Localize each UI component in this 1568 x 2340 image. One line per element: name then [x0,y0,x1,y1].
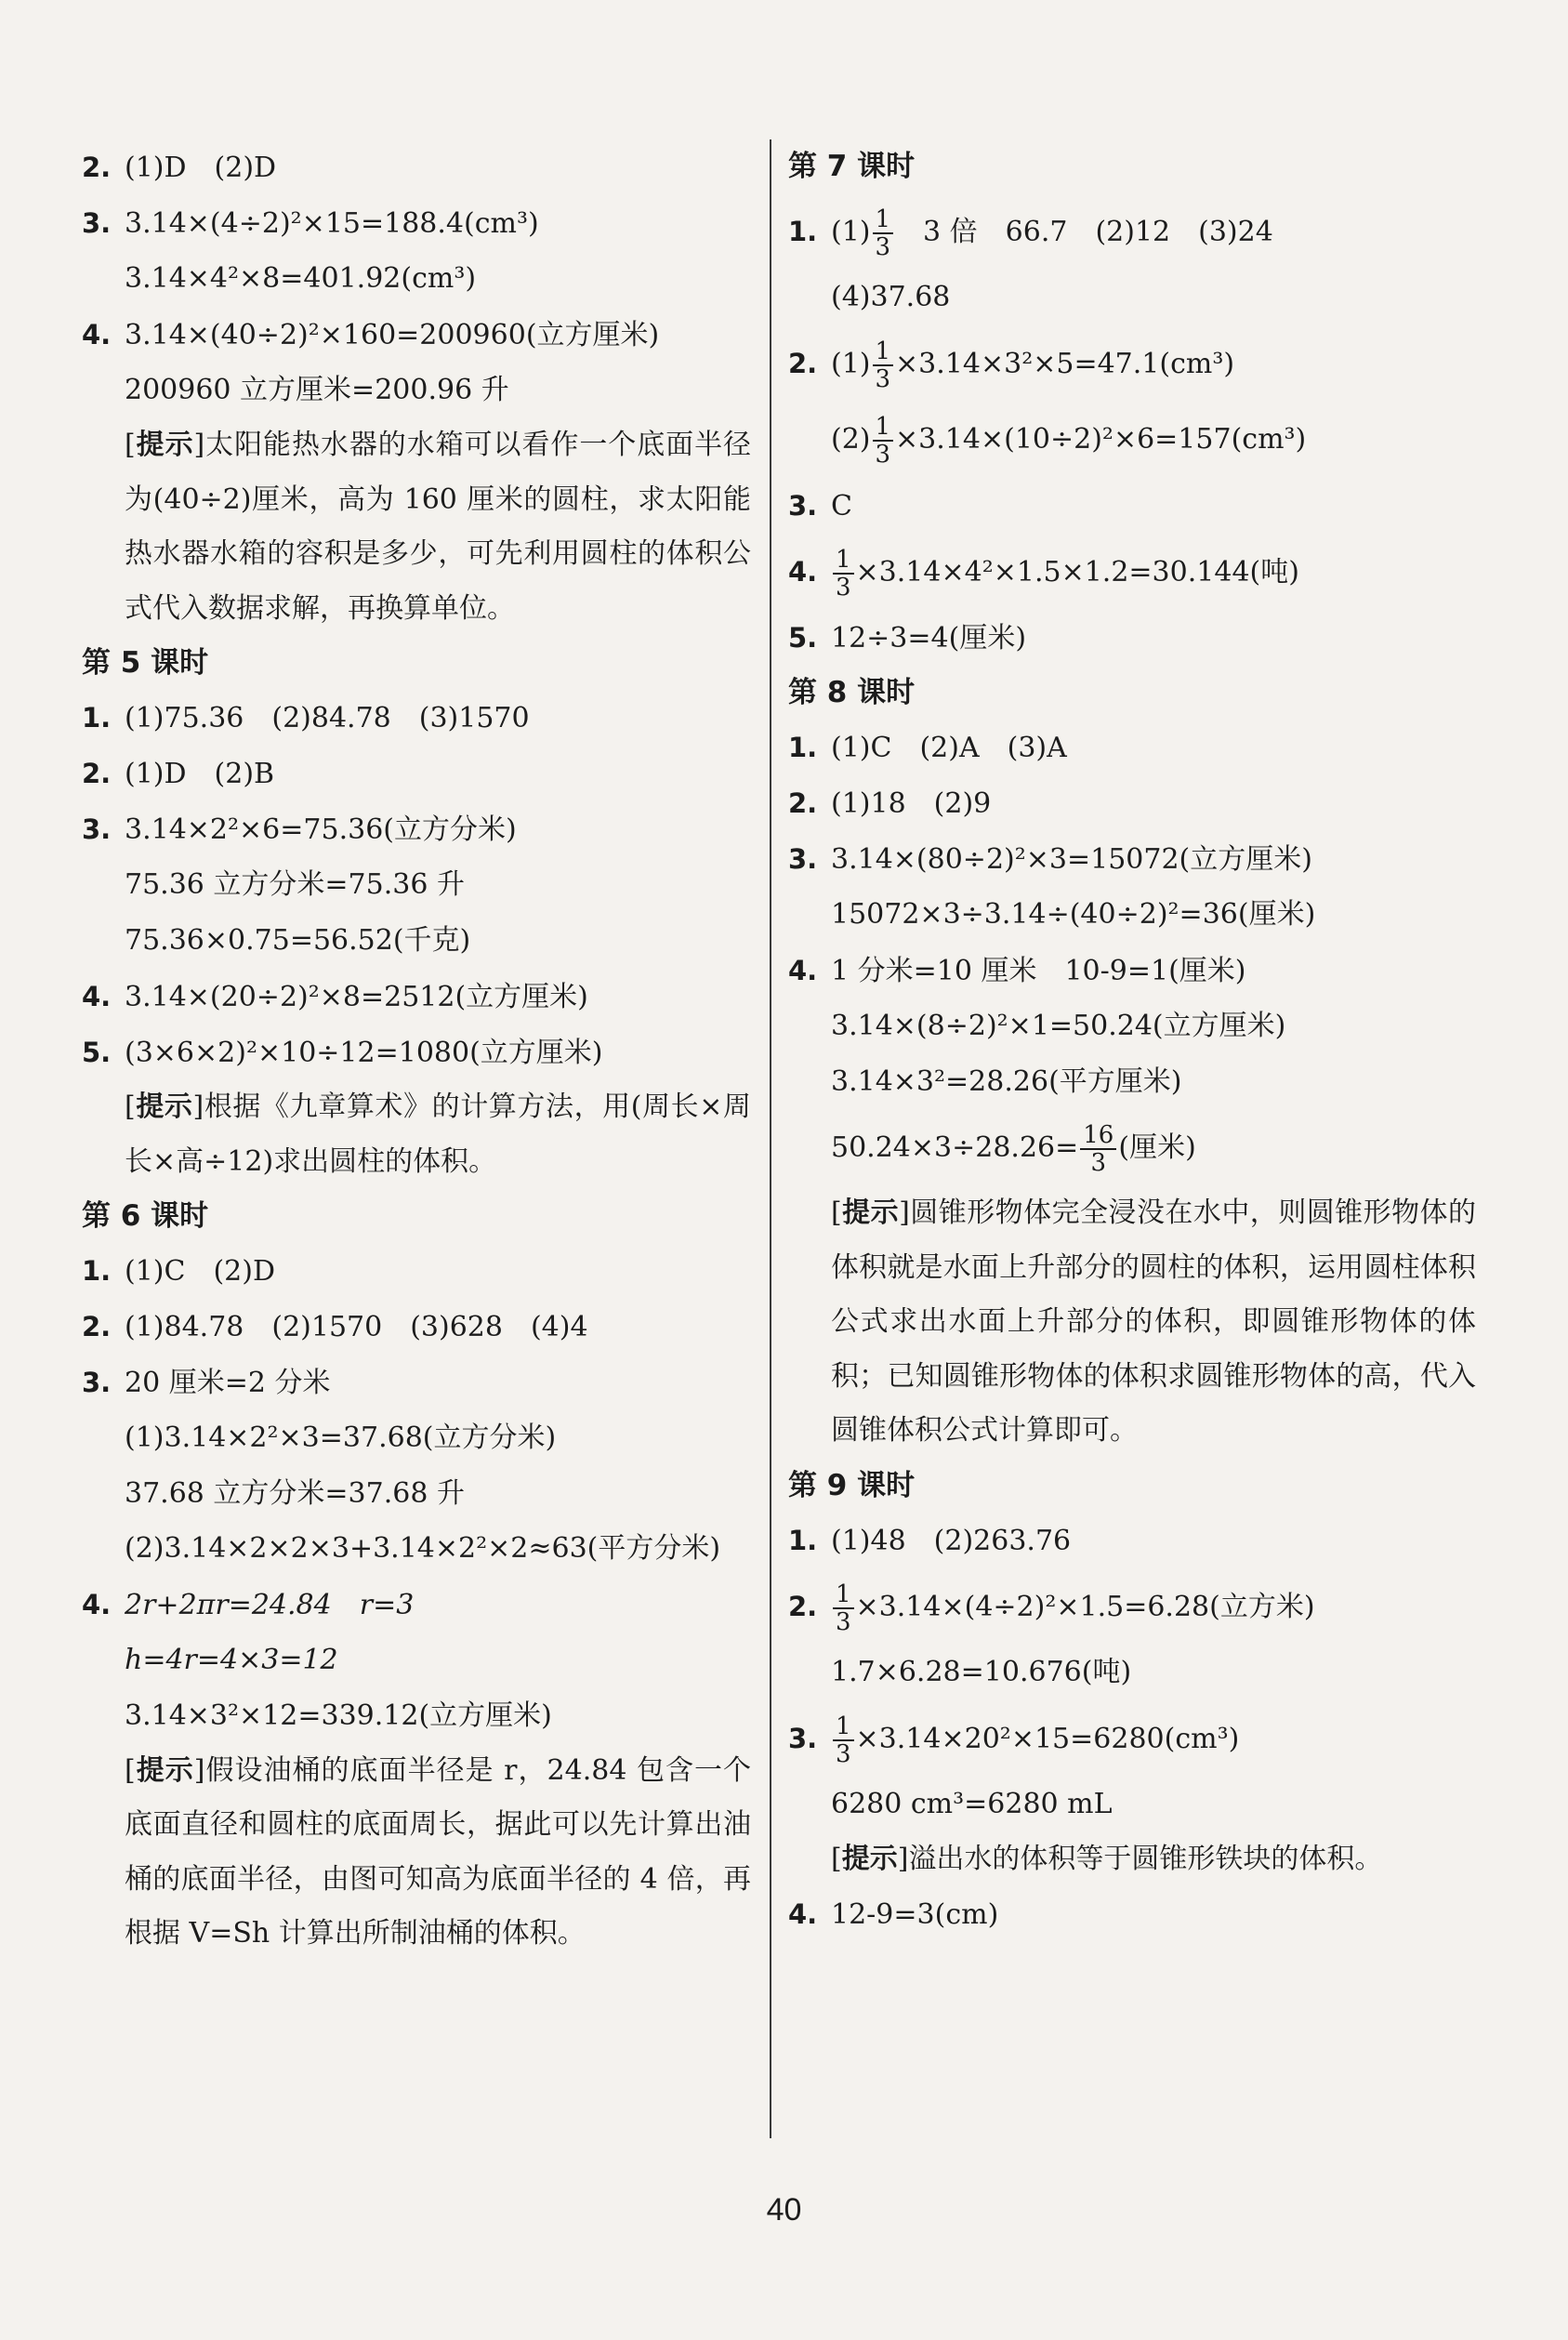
answer-line: 3. 3.14×(4÷2)²×15=188.4(cm³) [82,207,539,240]
answer-line: 1. (1)C (2)A (3)A [788,732,1067,764]
hint-paragraph: [提示]溢出水的体积等于圆锥形铁块的体积。 [831,1842,1383,1875]
answer-line: 3. 3.14×(80÷2)²×3=15072(立方厘米) [788,843,1312,876]
hint-paragraph: [提示]圆锥形物体完全浸没在水中，则圆锥形物体的体积就是水面上升部分的圆柱的体积，运用圆柱体积公式求出水面上升部分的体积，即圆锥形物体的体积；已知圆锥形物体的体积求圆锥形物体的高，代入圆锥体积公式计算即可。 [831,1196,1477,1447]
answer-line: 4. 3.14×(40÷2)²×160=200960(立方厘米) [82,319,660,351]
answer-line: 2. (1) $\frac{1}{3}$ ×3.14×3²×5=47.1(cm³) [788,337,1235,393]
answer-line: 1. (1) $\frac{1}{3}$ 3 倍 66.7 (2)12 (3)24 [788,205,1273,261]
answer-line: 3. 20 厘米=2 分米 [82,1367,331,1399]
answer-line: (4)37.68 [831,281,951,313]
answer-line: 1. (1)48 (2)263.76 [788,1524,1072,1557]
section-heading-lesson-8: 第 8 课时 [788,676,916,709]
answer-line: 4. 1 分米=10 厘米 10-9=1(厘米) [788,955,1246,987]
answer-line-wrapped: (2)3.14×2×2×3+3.14×2²×2≈63(平方分米) [125,1532,721,1565]
answer-line: 3. C [788,490,852,522]
right-column [788,139,1476,1942]
column-divider [770,139,771,2138]
fraction: $\frac{1}{3}$ [873,414,894,468]
answer-line: 5. (3×6×2)²×10÷12=1080(立方厘米) [82,1037,603,1069]
fraction: $\frac{1}{3}$ [833,547,854,601]
answer-line: 4. 3.14×(20÷2)²×8=2512(立方厘米) [82,981,588,1013]
answer-line: 6280 cm³=6280 mL [831,1787,1113,1820]
answer-line: 37.68 立方分米=37.68 升 [125,1477,465,1510]
answer-line: (2) $\frac{1}{3}$ ×3.14×(10÷2)²×6=157(cm³) [831,413,1307,469]
answer-line: 15072×3÷3.14÷(40÷2)²=36(厘米) [831,898,1316,931]
hint-paragraph: [提示]根据《九章算术》的计算方法，用(周长×周长×高÷12)求出圆柱的体积。 [125,1091,752,1178]
answer-line: 1. (1)C (2)D [82,1255,275,1288]
answer-line: 75.36 立方分米=75.36 升 [125,868,465,901]
left-column [82,139,751,1962]
answer-line: 200960 立方厘米=200.96 升 [125,374,509,406]
answer-line: 3. $\frac{1}{3}$ ×3.14×20²×15=6280(cm³) [788,1712,1240,1768]
fraction: $\frac{1}{3}$ [833,1713,854,1767]
answer-line: 4. 12-9=3(cm) [788,1898,999,1931]
fraction: $\frac{1}{3}$ [873,338,894,392]
answer-line: 3. 3.14×2²×6=75.36(立方分米) [82,813,517,846]
answer-line: 1. (1)75.36 (2)84.78 (3)1570 [82,702,530,734]
answer-line: 3.14×4²×8=401.92(cm³) [125,262,477,295]
answer-line: 4. $\frac{1}{3}$ ×3.14×4²×1.5×1.2=30.144(吨) [788,546,1299,602]
answer-line: (1)3.14×2²×3=37.68(立方分米) [125,1421,557,1454]
answer-line: 2. $\frac{1}{3}$ ×3.14×(4÷2)²×1.5=6.28(立方米) [788,1580,1315,1636]
section-heading-lesson-9: 第 9 课时 [788,1468,916,1502]
answer-line: 4. 2r+2πr=24.84 r=3 [82,1588,415,1621]
page-number: 40 [766,2192,802,2228]
answer-line: 2. (1)D (2)D [82,152,277,184]
fraction: $\frac{1}{3}$ [833,1581,854,1635]
answer-line: 3.14×3²=28.26(平方厘米) [831,1065,1182,1098]
answer-line: 2. (1)18 (2)9 [788,787,992,820]
answer-line: 5. 12÷3=4(厘米) [788,622,1027,654]
answer-line: 50.24×3÷28.26= $\frac{16}{3}$ (厘米) [831,1121,1196,1177]
answer-line: 1.7×6.28=10.676(吨) [831,1655,1132,1688]
answer-line: 3.14×3²×12=339.12(立方厘米) [125,1699,552,1732]
hint-paragraph: [提示]假设油桶的底面半径是 r，24.84 包含一个底面直径和圆柱的底面周长，据此可以先计算出油桶的底面半径，由图可知高为底面半径的 4 倍，再根据 V=Sh 计算出所制油桶的体积。 [125,1753,752,1950]
answer-line: 3.14×(8÷2)²×1=50.24(立方厘米) [831,1010,1286,1042]
section-heading-lesson-6: 第 6 课时 [82,1199,209,1233]
section-heading-lesson-5: 第 5 课时 [82,646,209,680]
fraction: $\frac{1}{3}$ [873,206,894,260]
answer-line: h=4r=4×3=12 [125,1643,338,1676]
fraction: $\frac{16}{3}$ [1080,1122,1116,1176]
answer-line: 2. (1)D (2)B [82,758,275,790]
section-heading-lesson-7: 第 7 课时 [788,150,916,183]
hint-paragraph: [提示]太阳能热水器的水箱可以看作一个底面半径为(40÷2)厘米，高为 160 厘米的圆柱，求太阳能热水器水箱的容积是多少，可先利用圆柱的体积公式代入数据求解，再换算单位。 [125,429,752,625]
answer-line: 75.36×0.75=56.52(千克) [125,924,471,957]
answer-line: 2. (1)84.78 (2)1570 (3)628 (4)4 [82,1311,588,1343]
